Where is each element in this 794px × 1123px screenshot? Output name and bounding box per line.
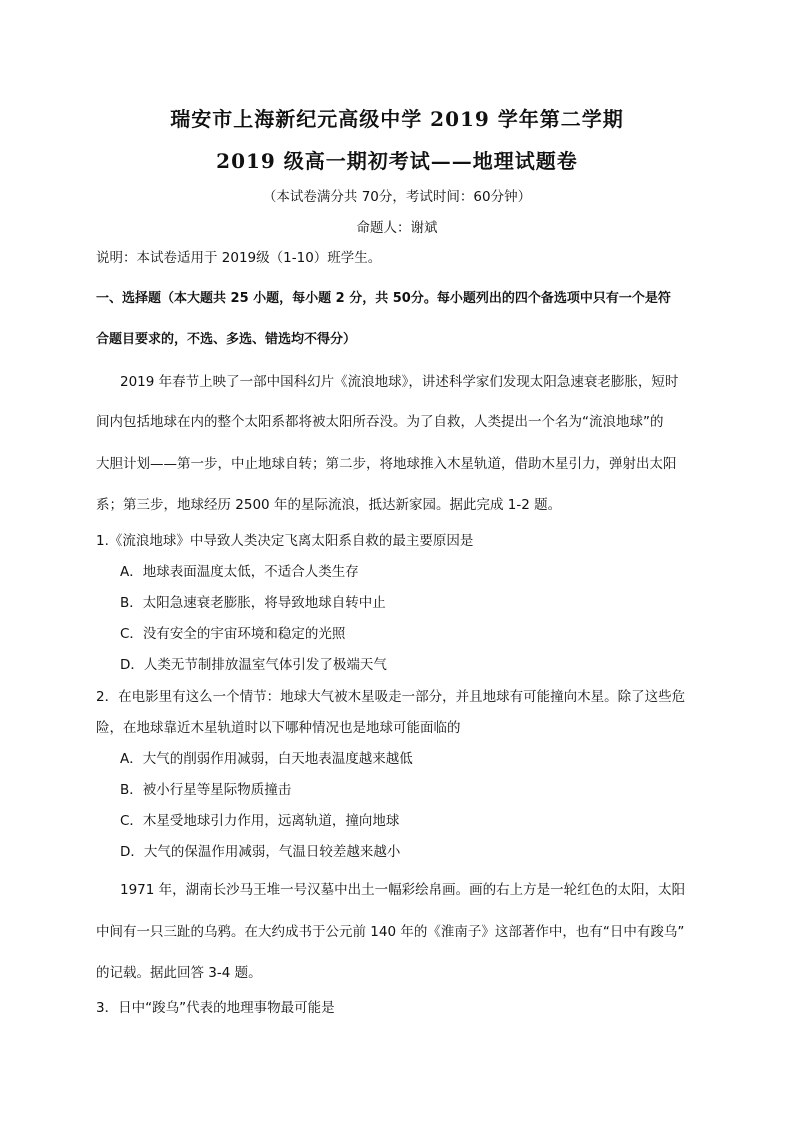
passage1-line4: 系；第三步，地球经历 2500 年的星际流浪，抵达新家园。据此完成 1-2 题。 — [96, 497, 562, 513]
passage1-line2: 间内包括地球在内的整个太阳系都将被太阳所吞没。为了自救，人类提出一个名为“流浪地球”的 — [96, 414, 664, 430]
exam-subtitle-title: 2019 级高一期初考试——地理试题卷 — [216, 149, 578, 173]
exam-title: 瑞安市上海新纪元高级中学 2019 学年第二学期 — [170, 107, 624, 131]
question-1-option-d: D．人类无节制排放温室气体引发了极端天气 — [120, 657, 387, 673]
question-1-option-b: B．太阳急速衰老膨胀，将导致地球自转中止 — [120, 595, 386, 611]
question-1-option-c: C．没有安全的宇宙环境和稳定的光照 — [120, 626, 346, 642]
question-2-option-d: D．大气的保温作用减弱，气温日较差越来越小 — [120, 844, 401, 860]
passage2-line1: 1971 年，湖南长沙马王堆一号汉墓中出土一幅彩绘帛画。画的右上方是一轮红色的太阳，太阳 — [120, 882, 686, 898]
passage2-line2: 中间有一只三趾的乌鸦。在大约成书于公元前 140 年的《淮南子》这部著作中，也有“日中有踆乌” — [96, 924, 685, 940]
passage1-line1: 2019 年春节上映了一部中国科幻片《流浪地球》，讲述科学家们发现太阳急速衰老膨胀，短时 — [120, 374, 679, 390]
passage2-line3: 的记载。据此回答 3-4 题。 — [96, 965, 262, 981]
question-3-stem: 3．日中“踆乌”代表的地理事物最可能是 — [96, 1000, 335, 1016]
passage1-line3: 大胆计划——第一步，中止地球自转；第二步，将地球推入木星轨道，借助木星引力，弹射出太阳 — [96, 456, 677, 472]
question-2-option-a: A．大气的削弱作用减弱，白天地表温度越来越低 — [120, 751, 413, 767]
question-2-stem-line2: 险，在地球靠近木星轨道时以下哪种情况也是地球可能面临的 — [96, 720, 461, 736]
section-heading-line1: 一、选择题（本大题共 25 小题，每小题 2 分，共 50分。每小题列出的四个备选项中只有一个是符 — [96, 291, 671, 306]
question-2-option-b: B．被小行星等星际物质撞击 — [120, 782, 292, 798]
exam-note: 说明：本试卷适用于 2019级（1-10）班学生。 — [96, 250, 382, 266]
question-1-option-a: A．地球表面温度太低，不适合人类生存 — [120, 564, 359, 580]
exam-info: （本试卷满分共 70分，考试时间：60分钟） — [262, 189, 532, 205]
question-2-option-c: C．木星受地球引力作用，远离轨道，撞向地球 — [120, 813, 400, 829]
question-1-stem: 1.《流浪地球》中导致人类决定飞离太阳系自救的最主要原因是 — [96, 533, 474, 549]
question-2-stem-line1: 2．在电影里有这么一个情节：地球大气被木星吸走一部分，并且地球有可能撞向木星。除了这些危 — [96, 689, 686, 705]
section-heading-line2: 合题目要求的，不选、多选、错选均不得分） — [96, 332, 357, 347]
exam-author: 命题人：谢斌 — [356, 220, 438, 236]
